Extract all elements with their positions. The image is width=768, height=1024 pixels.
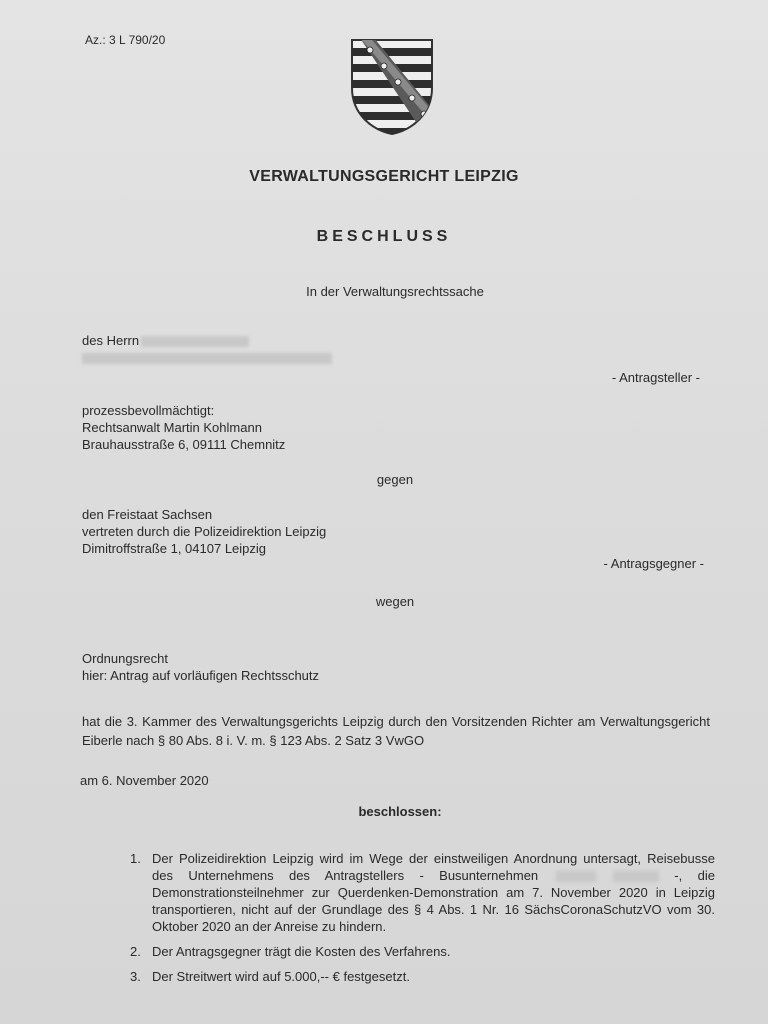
applicant-label: des Herrn (82, 333, 140, 348)
ruling-text-part1: Der Polizeidirektion Leipzig wird im Wege der einstweiligen Anordnung untersagt, Reisebusse des Unternehmens des Antragstellers - Busunternehmen (152, 851, 715, 883)
counsel-address: Brauhausstraße 6, 09111 Chemnitz (82, 437, 286, 452)
redacted-company (556, 871, 596, 882)
counsel-block (82, 402, 285, 453)
chamber-paragraph: hat die 3. Kammer des Verwaltungsgerichts Leipzig durch den Vorsitzenden Richter am Verwaltungsgericht Eiberle nach § 80 Abs. 8 i. V. m. § 123 Abs. 2 Satz 3 VwGO (82, 714, 710, 748)
wegen-label: wegen (375, 594, 415, 609)
ruling-item (130, 850, 715, 935)
rulings-list (130, 850, 715, 993)
decided-heading: beschlossen: (358, 804, 442, 819)
ruling-number: 3. (130, 969, 141, 984)
ruling-number: 1. (130, 851, 141, 866)
respondent-name: den Freistaat Sachsen (82, 507, 213, 522)
ruling-text: Der Streitwert wird auf 5.000,-- € festgesetzt. (152, 969, 410, 984)
respondent-block (82, 506, 326, 557)
case-number: Az.: 3 L 790/20 (85, 33, 166, 47)
redacted-address (82, 353, 332, 364)
court-name: VERWALTUNGSGERICHT LEIPZIG (249, 168, 519, 185)
decision-date: am 6. November 2020 (80, 773, 209, 788)
applicant-block (82, 332, 332, 366)
ruling-text: Der Antragsgegner trägt die Kosten des Verfahrens. (152, 944, 451, 959)
ruling-text-part2: -, die Demonstrationsteilnehmer zur Querdenken-Demonstration am 7. November 2020 in Leipzig transportieren, nicht auf der Grundlage des § 4 Abs. 1 Nr. 16 SächsCoronaSchutzVO vom 30. Oktober 2020 an der Anreise zu hindern. (152, 868, 715, 934)
redacted-company-2 (613, 871, 659, 882)
applicant-role: - Antragsteller - (611, 370, 700, 385)
redacted-name (141, 336, 249, 347)
respondent-representative: vertreten durch die Polizeidirektion Leipzig (82, 524, 327, 539)
counsel-name: Rechtsanwalt Martin Kohlmann (82, 420, 262, 435)
counsel-label: prozessbevollmächtigt: (82, 403, 215, 418)
intro-line: In der Verwaltungsrechtssache (306, 284, 484, 299)
respondent-role: - Antragsgegner - (603, 556, 704, 571)
ruling-number: 2. (130, 944, 141, 959)
ruling-item (130, 968, 715, 985)
document-title: BESCHLUSS (316, 228, 452, 245)
coat-of-arms-icon (348, 36, 436, 136)
gegen-label: gegen (376, 472, 414, 487)
subject-detail: hier: Antrag auf vorläufigen Rechtsschutz (82, 668, 320, 683)
subject-block (82, 650, 319, 684)
subject-line: Ordnungsrecht (82, 651, 168, 666)
ruling-item (130, 943, 715, 960)
respondent-address: Dimitroffstraße 1, 04107 Leipzig (82, 541, 267, 556)
